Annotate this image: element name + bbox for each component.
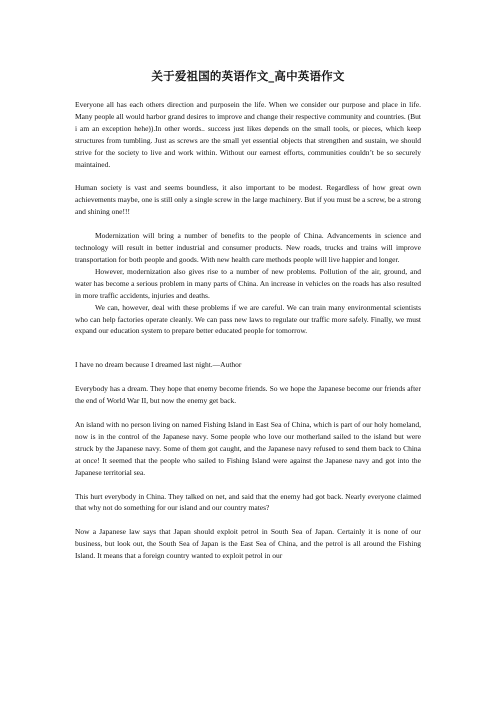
document-title: 关于爱祖国的英语作文_高中英语作文 <box>151 69 345 83</box>
paragraph-purpose: Everyone all has each others direction and purposein the life. When we consider our purpose and place in life. Many people all would harbor grand desires to improve and change their respective community and countries. (But i am an exception hehe)).In other words.. success just likes depends on the small tools, or pieces, which keep structures from tumbling. Just as screws are the small yet essential objects that strengthen and sustain, we should strive for the society to live and work within. Without our earnest efforts, communities couldn’t be so securely maintained. <box>75 100 421 169</box>
paragraph-hurt: This hurt everybody in China. They talked on net, and said that the enemy had got back. Nearly everyone claimed that why not do something for our island and our country mates? <box>75 491 421 513</box>
document-body <box>75 99 421 562</box>
paragraph-law: Now a Japanese law says that Japan should exploit petrol in South Sea of Japan. Certainly it is none of our business, but look out, the South Sea of Japan is the East Sea of China, and the petrol is all around the Fishing Island. It means that a foreign country wanted to exploit petrol in our <box>75 527 421 561</box>
paragraph-modernization-benefits: Modernization will bring a number of benefits to the people of China. Advancements in science and technology will result in better industrial and consumer products. New roads, trucks and trains will improve transportation for both people and goods. With new health care methods people will live happier and longer. <box>75 231 421 264</box>
paragraph-island: An island with no person living on named Fishing Island in East Sea of China, which is part of our holy homeland, now is in the control of the Japanese navy. Some people who love our motherland sailed to the island but were struck by the Japanese navy. Some of them got caught, and the Japanese navy refused to send them back to China at once! It seemed that the people who sailed to Fishing Island were against the Japanese navy and got into the Japanese territorial sea. <box>75 420 421 477</box>
paragraph-solutions: We can, however, deal with these problems if we are careful. We can train many environmental scientists who can help factories operate cleanly. We can pass new laws to regulate our traffic more safely. Finally, we must expand our education system to prepare better educated people for tomorrow. <box>75 302 421 336</box>
paragraph-epigraph: I have no dream because I dreamed last night.—Author <box>75 360 242 370</box>
paragraph-dream: Everybody has a dream. They hope that enemy become friends. So we hope the Japanese become our friends after the end of World War II, but now the enemy get back. <box>75 384 421 406</box>
paragraph-modesty: Human society is vast and seems boundless, it also important to be modest. Regardless of how great own achievements maybe, one is still only a single screw in the large machinery. But if you must be a screw, be a strong and shining one!!! <box>75 183 421 217</box>
paragraph-modernization-problems: However, modernization also gives rise to a number of new problems. Pollution of the air, ground, and water has become a serious problem in many parts of China. An increase in vehicles on the roads has also resulted in more traffic accidents, injuries and deaths. <box>75 266 421 300</box>
